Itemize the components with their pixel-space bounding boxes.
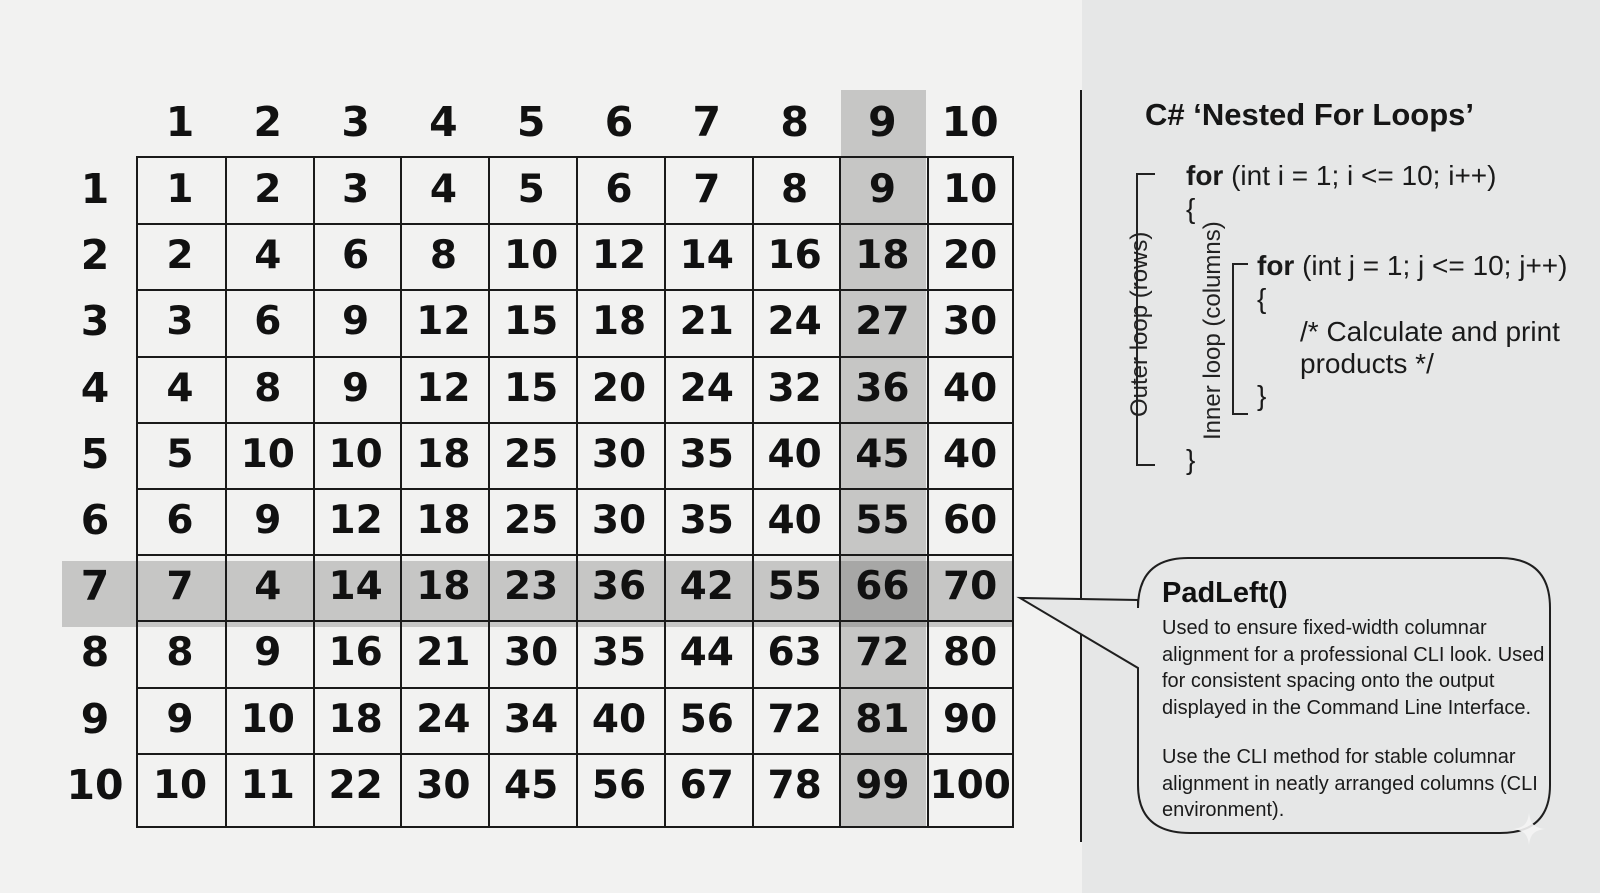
table-cell: 8: [254, 365, 282, 411]
table-cell: 40: [767, 498, 822, 543]
callout-paragraph-1: Used to ensure fixed-width columnar alignment for a professional CLI look. Used for consistent spacing onto the output displayed in the Command Line Interface.: [1162, 617, 1545, 719]
table-cell: 14: [328, 564, 383, 610]
table-cell: 56: [591, 762, 647, 808]
outer-close-brace: }: [1186, 444, 1196, 475]
column-header: 2: [253, 98, 283, 146]
table-cell: 18: [416, 564, 471, 610]
table-cell: 4: [166, 365, 194, 411]
table-cell: 8: [429, 233, 457, 279]
table-cell: 56: [679, 696, 734, 742]
table-cell: 2: [254, 167, 282, 212]
table-cell: 9: [254, 498, 282, 543]
table-cell: 67: [679, 762, 734, 808]
table-cell: 30: [591, 431, 647, 477]
row-header: 10: [66, 760, 124, 809]
callout-paragraph-2: Use the CLI method for stable columnar alignment in neatly arranged columns (CLI environment).: [1162, 746, 1538, 821]
inner-loop-label: Inner loop (columns): [1199, 221, 1226, 440]
table-cell: 3: [166, 299, 194, 345]
table-cell: 36: [591, 564, 647, 610]
table-cell: 25: [504, 431, 559, 477]
table-cell: 4: [254, 564, 282, 610]
table-cell: 7: [166, 564, 194, 610]
inner-open-brace: {: [1257, 283, 1267, 314]
table-cell: 4: [254, 233, 282, 279]
table-cell: 15: [504, 365, 559, 411]
column-header: 5: [516, 98, 546, 146]
row-header: 4: [80, 363, 110, 412]
table-cell: 45: [855, 431, 910, 477]
table-cell: 9: [166, 696, 194, 742]
table-cell: 55: [855, 498, 910, 543]
table-cell: 6: [605, 167, 633, 212]
table-cell: 66: [855, 564, 910, 610]
table-cell: 36: [855, 365, 910, 411]
table-cell: 35: [679, 498, 734, 543]
table-cell: 9: [868, 167, 896, 212]
table-cell: 40: [767, 431, 822, 477]
table-cell: 16: [767, 233, 822, 279]
for-keyword: for: [1186, 160, 1224, 191]
table-cell: 23: [504, 564, 559, 610]
table-cell: 21: [416, 630, 471, 676]
table-cell: 27: [855, 299, 910, 345]
table-cell: 18: [328, 696, 383, 742]
column-header: 8: [780, 98, 809, 146]
column-header: 3: [341, 98, 370, 146]
table-cell: 72: [767, 696, 822, 742]
outer-loop-label: Outer loop (rows): [1126, 231, 1153, 417]
column-header: 9: [868, 98, 897, 146]
table-cell: 72: [855, 630, 910, 676]
table-cell: 70: [943, 564, 998, 610]
table-cell: 44: [679, 630, 734, 676]
table-cell: 20: [943, 233, 998, 279]
inner-for-signature: (int j = 1; j <= 10; j++): [1294, 250, 1568, 281]
table-cell: 6: [166, 498, 194, 543]
table-cell: 7: [693, 167, 721, 212]
outer-open-brace: {: [1186, 193, 1196, 224]
table-cell: 10: [240, 696, 295, 742]
table-cell: 3: [342, 167, 370, 212]
column-header: 4: [429, 98, 458, 146]
table-cell: 30: [416, 762, 471, 808]
column-header: 10: [941, 98, 999, 146]
table-cell: 12: [416, 299, 471, 345]
table-cell: 24: [416, 696, 471, 742]
table-cell: 12: [591, 233, 647, 279]
table-cell: 9: [254, 630, 282, 676]
table-cell: 12: [328, 498, 383, 543]
row-header: 3: [80, 297, 110, 346]
table-cell: 32: [767, 365, 822, 411]
table-cell: 30: [943, 299, 998, 345]
inner-for-line: [1257, 250, 1567, 282]
comment-line-2: products */: [1300, 348, 1434, 379]
for-keyword: for: [1257, 250, 1295, 281]
table-cell: 5: [166, 431, 194, 477]
table-cell: 8: [781, 167, 809, 212]
row-header: 1: [80, 165, 110, 213]
table-cell: 60: [943, 498, 998, 543]
table-cell: 40: [943, 365, 998, 411]
inner-close-brace: }: [1257, 380, 1267, 411]
table-cell: 5: [517, 167, 545, 212]
table-cell: 16: [328, 630, 383, 676]
inner-loop-bracket: [1233, 264, 1248, 414]
table-cell: 18: [591, 299, 647, 345]
table-cell: 63: [767, 630, 822, 676]
table-cell: 30: [504, 630, 559, 676]
table-cell: 99: [855, 762, 910, 808]
row-header: 6: [80, 496, 110, 544]
table-cell: 81: [855, 696, 910, 742]
table-cell: 2: [166, 233, 194, 279]
table-cell: 10: [152, 762, 208, 808]
table-cell: 35: [591, 630, 647, 676]
table-cell: 24: [679, 365, 734, 411]
table-cell: 18: [416, 498, 471, 543]
table-cell: 80: [943, 630, 998, 676]
table-cell: 24: [767, 299, 822, 345]
table-cell: 10: [328, 431, 383, 477]
table-cell: 10: [240, 431, 295, 477]
code-title: C# ‘Nested For Loops’: [1145, 97, 1474, 132]
table-cell: 14: [679, 233, 734, 279]
table-cell: 40: [943, 431, 998, 477]
table-cell: 100: [929, 762, 1011, 808]
table-cell: 10: [504, 233, 559, 279]
table-cell: 45: [504, 762, 559, 808]
table-cell: 12: [416, 365, 471, 411]
table-cell: 6: [342, 233, 370, 279]
row-header: 8: [80, 628, 110, 677]
table-cell: 22: [328, 762, 383, 808]
sparkle-icon: [1512, 812, 1546, 846]
row-header: 9: [80, 694, 110, 743]
row-header: 7: [80, 562, 110, 611]
table-cell: 30: [591, 498, 647, 543]
table-cell: 90: [943, 696, 998, 742]
table-cell: 21: [679, 299, 734, 345]
row-header: 2: [80, 231, 110, 280]
table-cell: 8: [166, 630, 194, 676]
table-cell: 55: [767, 564, 822, 610]
outer-for-signature: (int i = 1; i <= 10; i++): [1223, 160, 1497, 191]
table-cell: 9: [342, 365, 370, 411]
table-cell: 78: [767, 762, 822, 808]
column-header: 7: [692, 98, 722, 146]
column-header: 1: [165, 98, 195, 146]
outer-for-line: [1186, 160, 1496, 192]
column-header: 6: [604, 98, 634, 146]
table-cell: 4: [429, 167, 457, 212]
row-header: 5: [80, 429, 110, 478]
table-cell: 18: [855, 233, 910, 279]
table-cell: 1: [166, 167, 194, 212]
comment-line-1: /* Calculate and print: [1300, 316, 1560, 347]
table-cell: 9: [342, 299, 370, 345]
table-cell: 25: [504, 498, 559, 543]
table-cell: 20: [591, 365, 647, 411]
table-cell: 42: [679, 564, 734, 610]
table-cell: 10: [943, 167, 998, 212]
table-cell: 15: [504, 299, 559, 345]
table-cell: 34: [504, 696, 559, 742]
table-cell: 40: [591, 696, 647, 742]
callout-title: PadLeft(): [1162, 577, 1288, 609]
table-cell: 35: [679, 431, 734, 477]
table-cell: 11: [240, 762, 295, 808]
table-cell: 18: [416, 431, 471, 477]
table-cell: 6: [254, 299, 282, 345]
